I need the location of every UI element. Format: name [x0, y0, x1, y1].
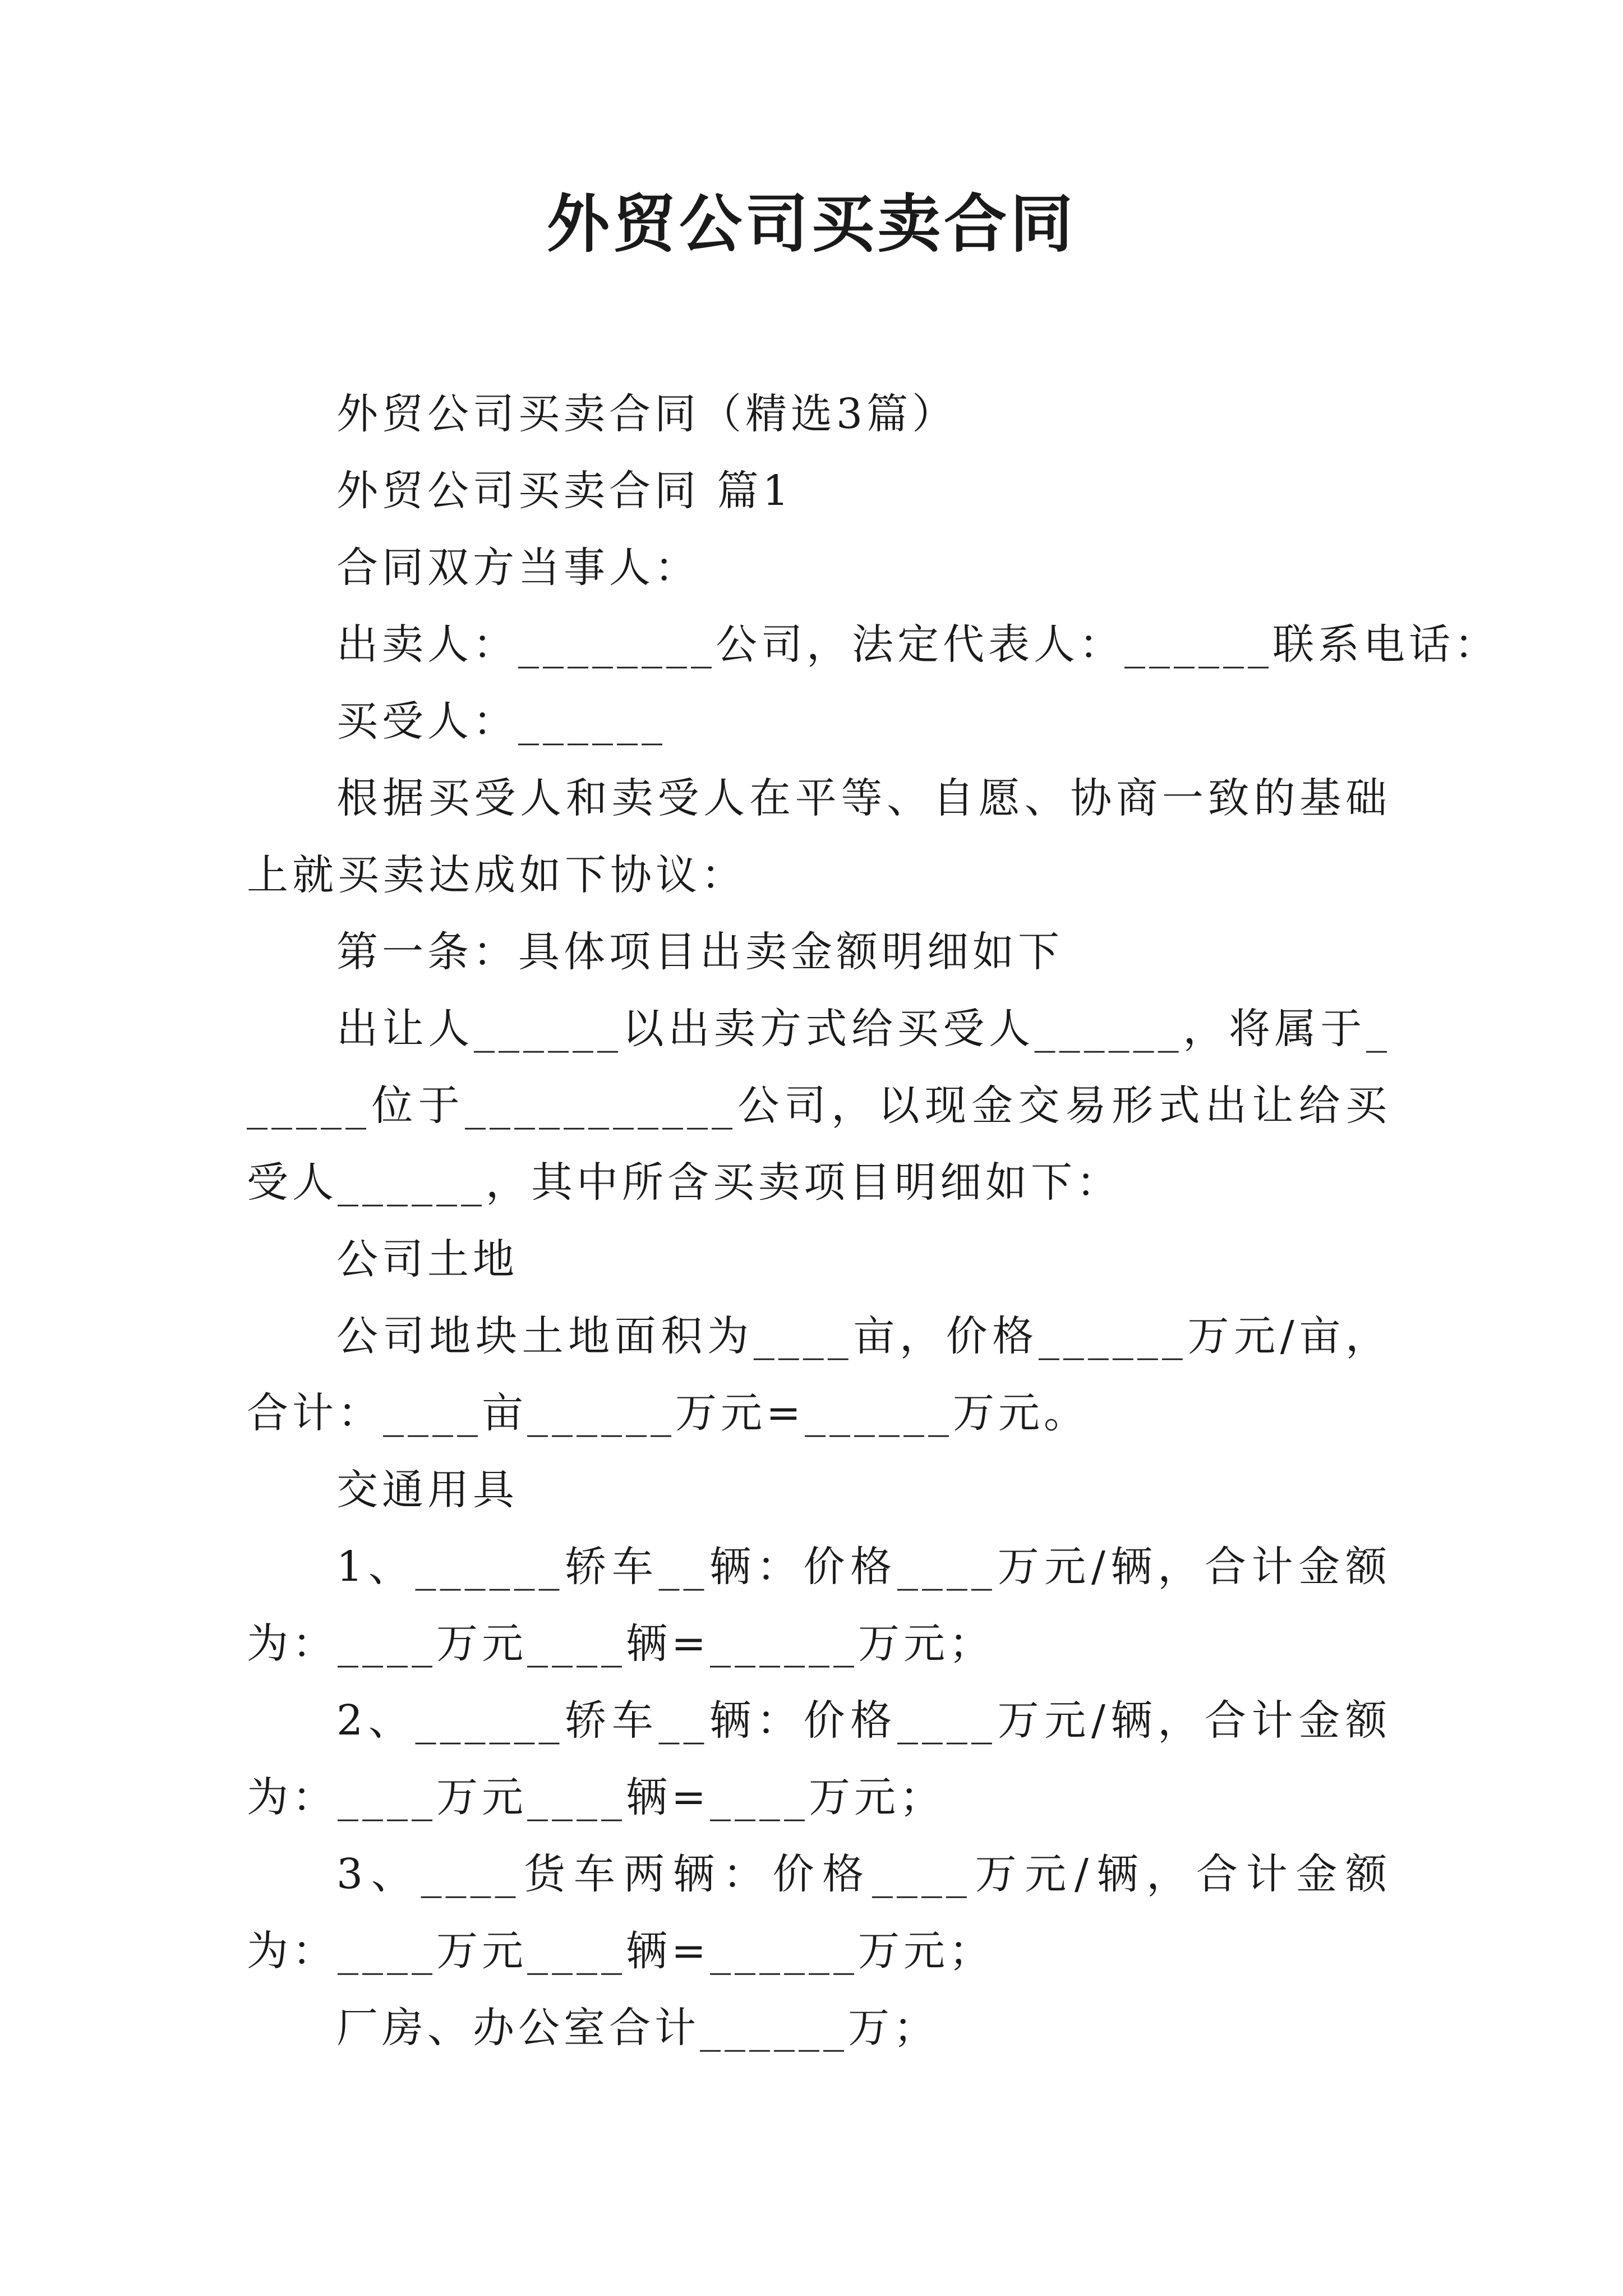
paragraph-buildings-total: 厂房、办公室合计______万； [336, 2004, 939, 2052]
paragraph-transfer-details: 出让人______以出卖方式给买受人______，将属于______位于___________公司，以现金交易形式出让给买受人______，其中所含买卖项目明细如下： [247, 1005, 1391, 1207]
paragraph-vehicles-heading: 交通用具 [336, 1466, 518, 1514]
paragraph-article-one: 第一条：具体项目出卖金额明细如下 [336, 928, 1063, 976]
paragraph-land-heading: 公司土地 [336, 1235, 518, 1283]
paragraph-buyer: 买受人：______ [336, 697, 666, 746]
document-title: 外贸公司买卖合同 [547, 187, 1076, 261]
paragraph-vehicle-item-3: 3、____货车两辆：价格____万元/辆，合计金额为：____万元____辆=______万元； [247, 1850, 1391, 1975]
paragraph-section-heading: 外贸公司买卖合同 篇1 [336, 467, 793, 515]
paragraph-land-details: 公司地块土地面积为____亩，价格______万元/亩，合计：____亩______万元=______万元。 [247, 1312, 1391, 1437]
paragraph-subtitle: 外贸公司买卖合同（精选3篇） [336, 390, 958, 438]
paragraph-vehicle-item-2: 2、______轿车__辆：价格____万元/辆，合计金额为：____万元____辆=____万元； [247, 1696, 1391, 1821]
paragraph-parties-heading: 合同双方当事人： [336, 544, 700, 592]
paragraph-vehicle-item-1: 1、______轿车__辆：价格____万元/辆，合计金额为：____万元____辆=______万元； [247, 1543, 1391, 1668]
paragraph-seller: 出卖人：________公司，法定代表人：______联系电话： [336, 620, 1500, 669]
paragraph-agreement-basis: 根据买受人和卖受人在平等、自愿、协商一致的基础上就买卖达成如下协议： [247, 774, 1391, 899]
document-body [247, 376, 1500, 2067]
